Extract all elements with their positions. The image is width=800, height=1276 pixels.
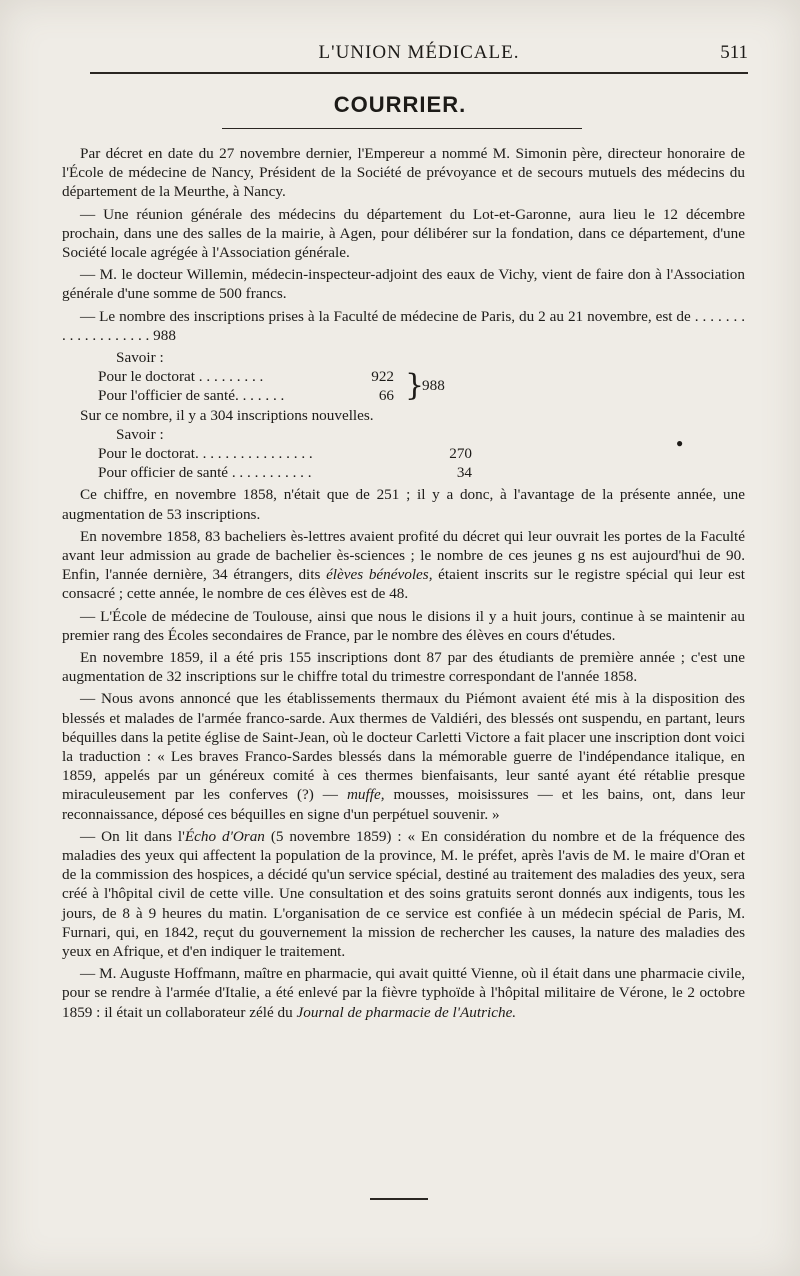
echo-oran-title: Écho d'Oran: [184, 827, 265, 845]
eleves-benevoles: élèves bénévoles,: [326, 566, 433, 584]
inscriptions-lead: — Le nombre des inscriptions prises à la Faculté de médecine de Paris, du 2 au 21 novembre, est de: [80, 307, 691, 325]
savoir-heading-2: Savoir :: [116, 425, 164, 443]
asterisk-mark: ●: [676, 436, 684, 450]
section-title: COURRIER.: [333, 92, 467, 117]
journal-title: Journal de pharmacie de l'Autriche.: [296, 1003, 517, 1021]
paragraph-bacheliers: En novembre 1858, 83 bacheliers ès-lettres avaient profité du décret qui leur ouvrait les portes de la Faculté avant leur admission au grade de bachelier ès-sciences ; le nombre de ces jeunes g ns est aujourd'hui de 90. Enfin, l'année dernière, 34 étrangers, dits élèves bénévoles, étaient inscrits sur le registre spécial qui leur est consacré ; cette année, le nombre de ces élèves est de 48.: [62, 527, 746, 603]
doctorat2-value: 270: [449, 444, 472, 462]
paragraph-willemin: — M. le docteur Willemin, médecin-inspecteur-adjoint des eaux de Vichy, vient de faire don à l'Association générale d'une somme de 500 francs.: [62, 266, 745, 303]
paragraph-hoffmann: — M. Auguste Hoffmann, maître en pharmacie, qui avait quitté Vienne, où il était dans une pharmacie civile, pour se rendre à l'armée d'Italie, a été enlevé par la fièvre typhoïde à l'hôpital militaire de Vérone, le 2 octobre 1859 : il était un collaborateur zélé du Journal de pharmacie de l'Autriche.: [62, 965, 745, 1021]
paragraph-piemont: — Nous avons annoncé que les établissements thermaux du Piémont avaient été mis à la disposition des blessés et malades de l'armée franco-sarde. Aux thermes de Valdiéri, des blessés ont suspendu, en partant, leurs béquilles dans la petite église de Saint-Jean, où le docteur Carletti Victore a fait placer une inscription dont voici la traduction : « Les braves Franco-Sardes blessés dans la mémorable guerre de l'indépendance italique, en 1859, appelés par un généreux comité à ces thermes bienfaisants, leur santé ayant été rétablie presque miraculeusement par les conferves (?) — muffe, mousses, moisissures — et les bains, ont, dans leur reconnaissance, déposé ces béquilles en signe d'un perpétuel souvenir. »: [62, 690, 746, 823]
officier2-label: Pour officier de santé . . . . . . . . . . .: [98, 464, 312, 482]
page-number: 511: [720, 42, 748, 63]
paragraph-toulouse: — L'École de médecine de Toulouse, ainsi que nous le disions il y a huit jours, continue à se maintenir au premier rang des Écoles secondaires de France, par le nombre des élèves en cours d'études.: [62, 607, 745, 644]
inscriptions-breakdown: [62, 367, 745, 405]
officier2-value: 34: [456, 464, 472, 482]
paragraph-lot-et-garonne: — Une réunion générale des médecins du département du Lot-et-Garonne, aura lieu le 12 décembre prochain, dans une des salles de la mairie, à Agen, pour délibérer sur la fondation, dans ce département, d'une Société locale agrégée à l'Association générale.: [62, 205, 745, 262]
paragraph-inscriptions: — Le nombre des inscriptions prises à la Faculté de médecine de Paris, du 2 au 21 novembre, est de . . . . . . . . . . . . . . . . . . . 988: [62, 307, 745, 344]
article-body: [62, 144, 745, 1025]
muffe-term: muffe,: [346, 786, 385, 804]
title-rule: [222, 128, 582, 129]
paragraph-chiffre-1858: Ce chiffre, en novembre 1858, n'était que de 251 ; il y a donc, à l'avantage de la présente année, une augmentation de 53 inscriptions.: [62, 486, 745, 523]
paragraph-novembre-1859: En novembre 1859, il a été pris 155 inscriptions dont 87 par des étudiants de première année ; c'est une augmentation de 32 inscriptions sur le chiffre total du trimestre correspondant de l'année 1858.: [62, 648, 745, 686]
doctorat-label: Pour le doctorat . . . . . . . . .: [98, 368, 264, 386]
running-title: L'UNION MÉDICALE.: [318, 42, 520, 63]
paragraph-oran: — On lit dans l'Écho d'Oran (5 novembre 1859) : « En considération du nombre et de la fréquence des maladies des yeux qui affectent la population de la province, M. le préfet, après l'avis de M. le maire d'Oran et de la commission des hospices, a décidé qu'un service spécial, destiné au traitement des maladies des yeux, sera créé à l'hôpital civil de cette ville. Une consultation et des soins gratuits seront donnés aux indigents, tous les jours, de 8 à 9 heures du matin. L'organisation de ce service est confiée à un médecin spécial de Paris, M. Furnari, qui, en 1842, reçut du gouvernement la mission de rechercher les causes, la nature des maladies des yeux en Afrique, et d'en indiquer le traitement.: [62, 827, 745, 961]
inscriptions-total: 988: [153, 326, 176, 344]
header-rule: [90, 72, 748, 74]
officier-value: 66: [378, 387, 394, 405]
closing-rule: [370, 1198, 428, 1200]
officier-label: Pour l'officier de santé. . . . . . .: [98, 387, 285, 405]
doctorat-value: 922: [371, 368, 394, 386]
paragraph-decret: Par décret en date du 27 novembre dernier, l'Empereur a nommé M. Simonin père, directeur honoraire de l'École de médecine de Nancy, Président de la Société de prévoyance et de secours mutuels des médecins du département de la Meurthe, à Nancy.: [62, 145, 745, 201]
savoir-heading: Savoir :: [116, 349, 164, 367]
brace-symbol: }: [405, 368, 425, 404]
nouvelles-line: Sur ce nombre, il y a 304 inscriptions nouvelles.: [80, 406, 374, 424]
doctorat2-label: Pour le doctorat. . . . . . . . . . . . . . . .: [98, 444, 313, 462]
running-head: [90, 40, 748, 68]
brace-total: 988: [422, 377, 445, 395]
